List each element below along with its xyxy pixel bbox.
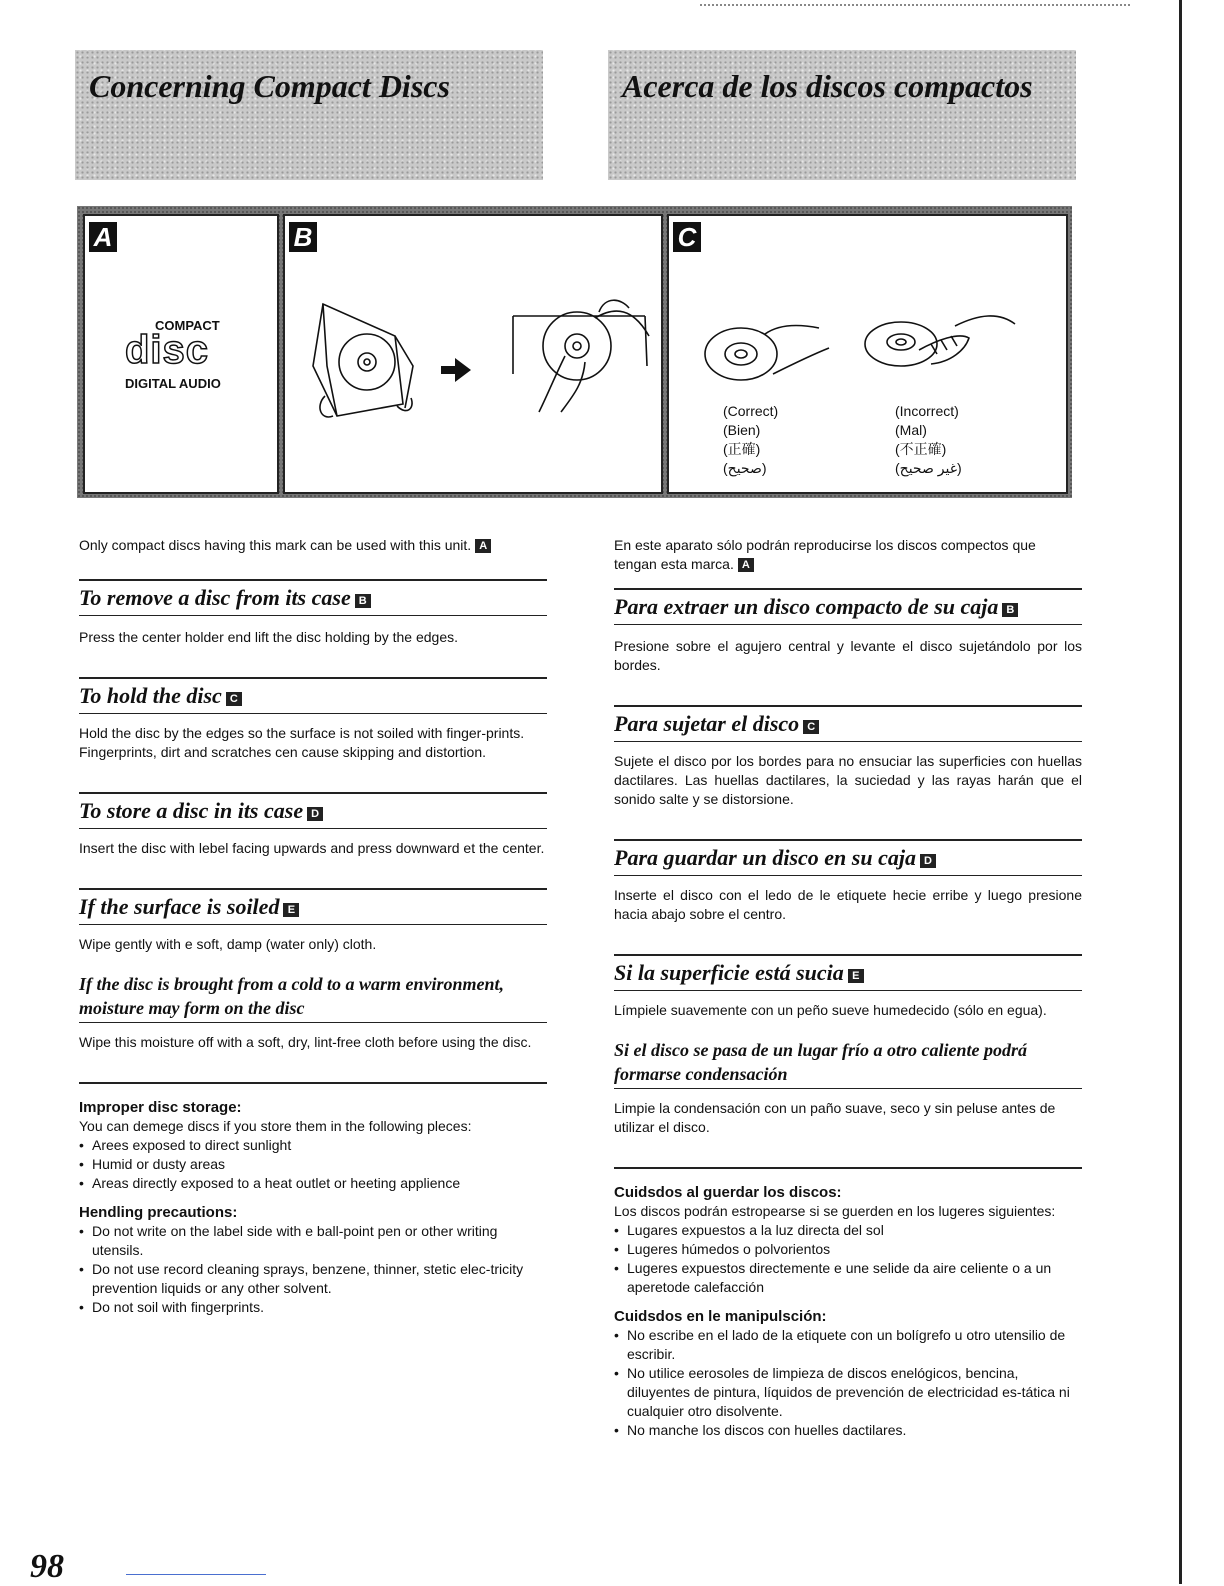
list-item: • Do not write on the label side with e ball-point pen or other writing utensils. [79,1222,547,1260]
caption-incorrect-es: (Mal) [895,422,927,438]
improper-storage-heading: Cuidsdos al guerdar los discos: [614,1184,842,1201]
handling-heading: Hendling precautions: [79,1204,238,1221]
handling-list [79,1222,547,1317]
page-number: 98 [30,1548,64,1585]
hold-disc-text-2: Fingerprints, dirt and scratches cen cause skipping and distortion. [79,744,486,760]
store-disc-text: Insert the disc with lebel facing upwards and press downward et the center. [79,840,545,856]
cold-warm-text: Limpie la condensación con un paño suave, seco y sin peluse antes de utilizar el disco. [614,1100,1056,1135]
handling-list [614,1326,1082,1440]
ref-badge-e: E [283,903,299,917]
improper-storage-heading: Improper disc storage: [79,1099,242,1116]
handling-heading: Cuidsdos en le manipulsción: [614,1308,827,1325]
arrow-right-icon [441,358,471,382]
list-item: • No escribe en el lado de la etiquete con un bolígrefo u otro utensilio de escribir. [614,1326,1082,1364]
caption-correct-ar: (صحيح) [723,460,767,476]
logo-disc-text: disc [125,328,210,372]
intro-text: En este aparato sólo podrán reproducirse los discos compectos que tengan esta marca. A [614,537,1036,572]
surface-soiled-heading: If the surface is soiled E [79,888,547,925]
improper-storage-list [614,1221,1082,1297]
hold-disc-illustration [669,216,1066,396]
caption-correct-zh: (正確) [723,441,761,457]
intro-text: Only compact discs having this mark can be used with this unit. A [79,536,547,555]
cold-warm-heading: Si el disco se pasa de un lugar frío a otro caliente podrá formarse condensación [614,1038,1082,1089]
panel-b [283,214,663,494]
list-item: • Arees exposed to direct sunlight [79,1136,547,1155]
ref-badge-a: A [475,539,491,553]
improper-storage-text: You can demege discs if you store them in the following pleces: [79,1118,472,1134]
illustration-figure [77,206,1072,498]
logo-digital-audio-text: DIGITAL AUDIO [125,376,221,391]
ref-badge-c: C [226,692,242,706]
ref-badge-c: C [803,720,819,734]
improper-storage-text: Los discos podrán estropearse si se guerden en los lugeres siguientes: [614,1203,1056,1219]
english-title: Concerning Compact Discs [89,68,450,104]
hold-disc-text-1: Hold the disc by the edges so the surface is not soiled with finger-prints. [79,725,525,741]
banner-spanish [608,50,1076,180]
remove-disc-illustration [285,216,661,492]
caption-incorrect-ar: (غير صحيح) [895,460,962,476]
ref-badge-a: A [738,558,754,572]
remove-disc-text: Presione sobre el agujero central y levante el disco sujetándolo por los bordes. [614,638,1082,673]
incorrect-captions [895,402,962,478]
list-item: • Humid or dusty areas [79,1155,547,1174]
store-disc-text: Inserte el disco con el ledo de le etiquete hecie erribe y luego presione hacia abajo sobre el centro. [614,887,1082,922]
list-item: • No utilice eerosoles de limpieza de discos enelógicos, bencina, diluyentes de pintura, líquidos de prevención de electricidad es-tática ni cualquier otro disolvente. [614,1364,1082,1421]
list-item: • Lugares expuestos a la luz directa del sol [614,1221,1082,1240]
top-dotted-line [700,4,1130,6]
english-column [79,536,547,1317]
correct-captions [723,402,778,478]
spanish-column [614,536,1082,1440]
cold-warm-text: Wipe this moisture off with a soft, dry, lint-free cloth before using the disc. [79,1034,532,1050]
caption-incorrect-en: (Incorrect) [895,403,959,419]
cold-warm-heading: If the disc is brought from a cold to a warm environment, moisture may form on the disc [79,972,547,1023]
list-item: • Do not soil with fingerprints. [79,1298,547,1317]
hold-disc-heading: Para sujetar el disco C [614,705,1082,742]
hold-disc-heading: To hold the disc C [79,677,547,714]
list-item: • Lugeres húmedos o polvorientos [614,1240,1082,1259]
list-item: • No manche los discos con huelles dactilares. [614,1421,1082,1440]
panel-b-label: B [289,222,317,252]
remove-disc-heading: Para extraer un disco compacto de su caja B [614,588,1082,625]
ref-badge-b: B [355,594,371,608]
ref-badge-d: D [920,854,936,868]
banner-english [75,50,543,180]
panel-a-label: A [89,222,117,252]
improper-storage-list [79,1136,547,1193]
compact-disc-logo [125,314,245,394]
caption-correct-en: (Correct) [723,403,779,419]
surface-soiled-heading: Si la superficie está sucia E [614,954,1082,991]
hold-disc-text: Sujete el disco por los bordes para no ensuciar las superficies con huellas dactilares. Las huellas dactilares, la suciedad y las rayas harán que el sonido salte y se distorsione. [614,753,1082,807]
list-item: • Do not use record cleaning sprays, benzene, thinner, stetic elec-tricity prevention liquids or any other solvent. [79,1260,547,1298]
page-right-rule [1179,0,1182,1584]
surface-soiled-text: Wipe gently with e soft, damp (water only) cloth. [79,936,377,952]
footer-line [126,1574,266,1575]
panel-c-label: C [673,222,701,252]
surface-soiled-text: Límpiele suavemente con un peño sueve humedecido (sólo en egua). [614,1002,1047,1018]
caption-correct-es: (Bien) [723,422,761,438]
ref-badge-e: E [848,969,864,983]
store-disc-heading: To store a disc in its case D [79,792,547,829]
panel-a [83,214,279,494]
store-disc-heading: Para guardar un disco en su caja D [614,839,1082,876]
panel-c [667,214,1068,494]
caption-incorrect-zh: (不正確) [895,441,947,457]
remove-disc-text: Press the center holder end lift the disc holding by the edges. [79,629,459,645]
spanish-title: Acerca de los discos compactos [622,68,1033,104]
list-item: • Lugeres expuestos directemente e une selide da aire celiente o a un aperetode calefacción [614,1259,1082,1297]
logo-compact-text: COMPACT [155,318,220,333]
list-item: • Areas directly exposed to a heat outlet or heeting applience [79,1174,547,1193]
ref-badge-d: D [307,807,323,821]
ref-badge-b: B [1002,603,1018,617]
remove-disc-heading: To remove a disc from its case B [79,579,547,616]
